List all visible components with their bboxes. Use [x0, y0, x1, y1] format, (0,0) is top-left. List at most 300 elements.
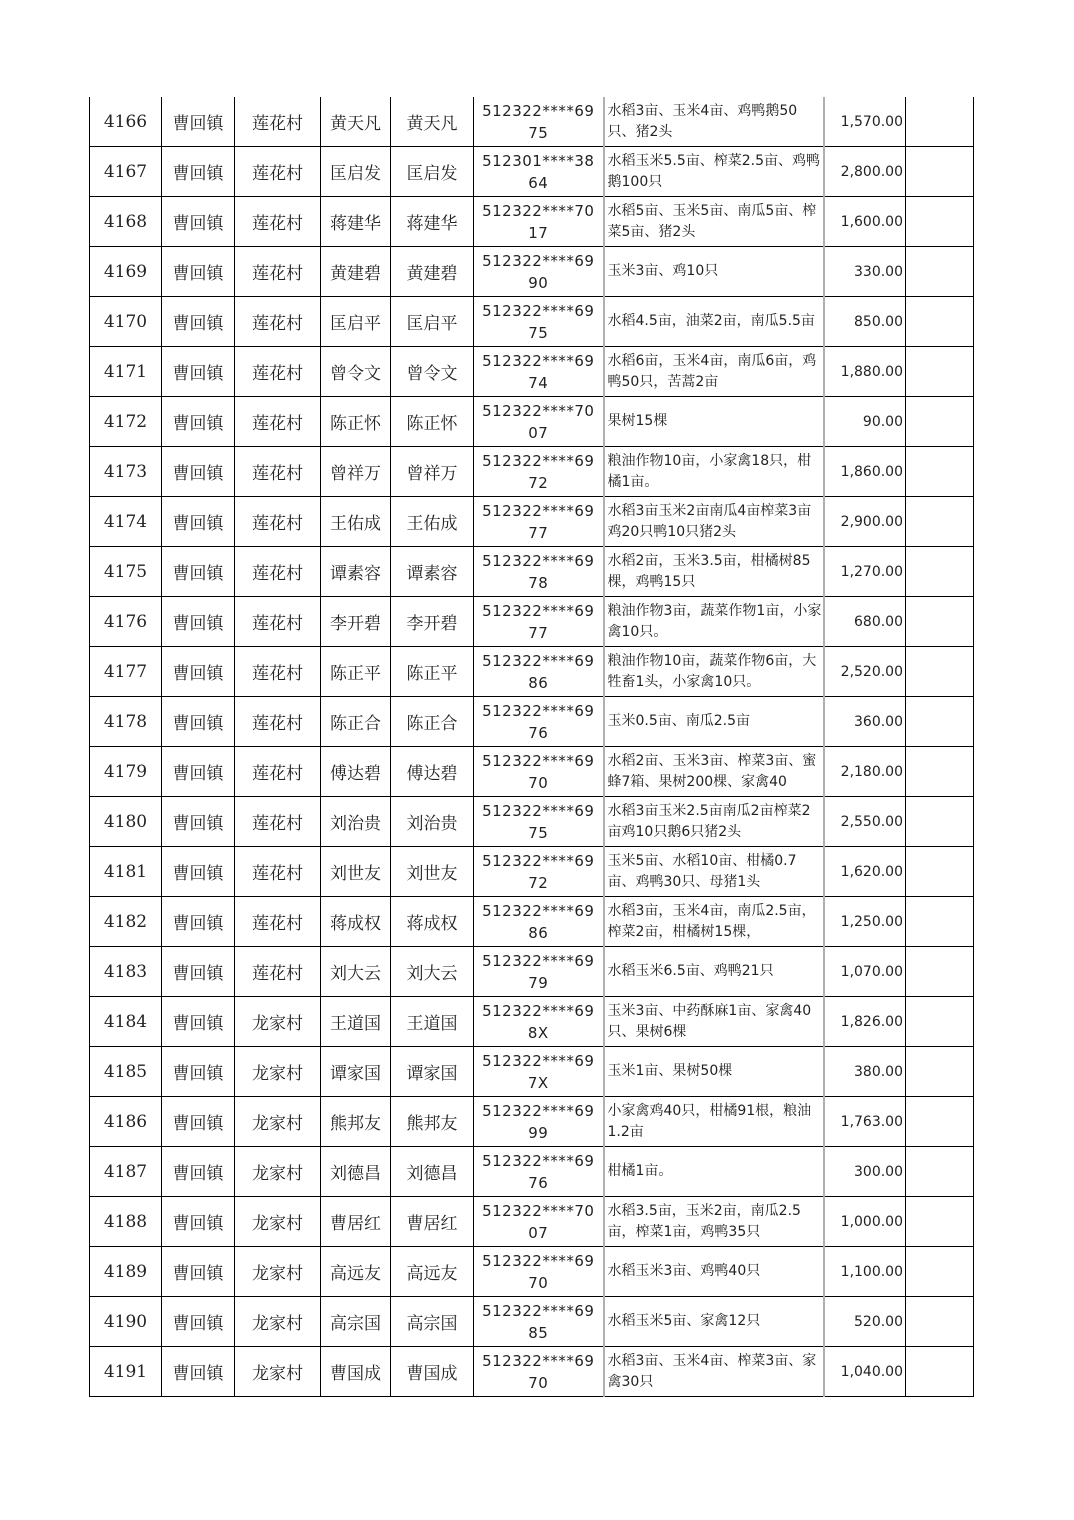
- id-number-cell: [474, 1247, 604, 1297]
- payee-cell: [391, 647, 474, 697]
- amount-cell: [824, 1347, 906, 1397]
- payee-cell-text: 陈正怀: [406, 414, 458, 434]
- row-number: [90, 1097, 162, 1147]
- crop-description-cell-text: 柑橘1亩。: [607, 1163, 673, 1179]
- village-cell-text: 莲花村: [252, 164, 303, 184]
- id-number-cell: [474, 897, 604, 947]
- village-cell: [235, 297, 321, 347]
- crop-description-cell-text: 水稻2亩，玉米3.5亩，柑橘树85棵，鸡鸭15只: [607, 552, 811, 590]
- town-cell-text: 曹回镇: [172, 364, 224, 384]
- note-cell: [906, 347, 974, 397]
- village-cell-text: 莲花村: [252, 264, 303, 284]
- payee-cell: [391, 1297, 474, 1347]
- town-cell-text: 曹回镇: [172, 314, 224, 334]
- payee-cell: [391, 1147, 474, 1197]
- town-cell: [162, 1297, 235, 1347]
- village-cell-text: 龙家村: [252, 1014, 303, 1034]
- crop-description-cell-text: 水稻玉米5亩、家禽12只: [607, 1313, 761, 1329]
- payee-cell-text: 曹居红: [406, 1214, 458, 1234]
- village-cell: [235, 997, 321, 1047]
- amount-cell-text: 330.00: [854, 263, 903, 280]
- name-cell-text: 高远友: [330, 1264, 381, 1284]
- name-cell-text: 匡启平: [330, 314, 381, 334]
- town-cell-text: 曹回镇: [172, 864, 224, 884]
- amount-cell-text: 1,880.00: [840, 363, 903, 380]
- crop-description-cell: [604, 797, 824, 847]
- note-cell: [906, 1297, 974, 1347]
- row-number-text: 4168: [103, 211, 148, 232]
- payee-cell-text: 刘大云: [406, 964, 458, 984]
- row-number: [90, 1247, 162, 1297]
- amount-cell: [824, 547, 906, 597]
- crop-description-cell: [604, 1197, 824, 1247]
- payee-cell-text: 匡启平: [406, 314, 458, 334]
- town-cell-text: 曹回镇: [172, 1364, 224, 1384]
- row-number: [90, 297, 162, 347]
- note-cell: [906, 197, 974, 247]
- row-number-text: 4183: [103, 961, 148, 982]
- payee-cell: [391, 247, 474, 297]
- id-number-cell-text: 512322****6986: [482, 651, 595, 692]
- crop-description-cell-text: 粮油作物10亩，蔬菜作物6亩，大牲畜1头，小家禽10只。: [607, 652, 817, 690]
- note-cell: [906, 497, 974, 547]
- table-row: [90, 1347, 974, 1397]
- town-cell: [162, 547, 235, 597]
- note-cell: [906, 97, 974, 147]
- payee-cell: [391, 897, 474, 947]
- town-cell-text: 曹回镇: [172, 614, 224, 634]
- payee-cell-text: 曾祥万: [406, 464, 458, 484]
- town-cell: [162, 147, 235, 197]
- id-number-cell-text: 512322****6974: [482, 351, 595, 392]
- crop-description-cell: [604, 497, 824, 547]
- payee-cell-text: 谭家国: [406, 1064, 458, 1084]
- amount-cell-text: 1,763.00: [840, 1113, 903, 1130]
- village-cell: [235, 647, 321, 697]
- village-cell: [235, 1197, 321, 1247]
- name-cell: [321, 1197, 391, 1247]
- id-number-cell: [474, 797, 604, 847]
- row-number-text: 4171: [103, 361, 148, 382]
- id-number-cell-text: 512322****7017: [482, 201, 595, 242]
- payee-cell-text: 匡启发: [406, 164, 458, 184]
- row-number-text: 4166: [103, 111, 148, 132]
- row-number: [90, 997, 162, 1047]
- row-number-text: 4184: [103, 1011, 148, 1032]
- payee-cell-text: 蒋成权: [406, 914, 458, 934]
- note-cell: [906, 397, 974, 447]
- town-cell: [162, 647, 235, 697]
- row-number: [90, 647, 162, 697]
- payee-cell: [391, 97, 474, 147]
- payee-cell: [391, 347, 474, 397]
- payee-cell: [391, 497, 474, 547]
- id-number-cell: [474, 497, 604, 547]
- id-number-cell: [474, 747, 604, 797]
- village-cell-text: 莲花村: [252, 214, 303, 234]
- table-row: [90, 1247, 974, 1297]
- table-row: [90, 1297, 974, 1347]
- id-number-cell-text: 512322****6970: [482, 751, 595, 792]
- payee-cell: [391, 1047, 474, 1097]
- village-cell-text: 龙家村: [252, 1064, 303, 1084]
- town-cell-text: 曹回镇: [172, 764, 224, 784]
- town-cell-text: 曹回镇: [172, 914, 224, 934]
- row-number: [90, 747, 162, 797]
- town-cell: [162, 297, 235, 347]
- village-cell: [235, 97, 321, 147]
- amount-cell: [824, 847, 906, 897]
- amount-cell-text: 1,620.00: [840, 863, 903, 880]
- id-number-cell-text: 512322****6979: [482, 951, 595, 992]
- crop-description-cell: [604, 897, 824, 947]
- amount-cell: [824, 947, 906, 997]
- village-cell: [235, 847, 321, 897]
- name-cell: [321, 1097, 391, 1147]
- row-number-text: 4169: [103, 261, 148, 282]
- note-cell: [906, 1247, 974, 1297]
- village-cell-text: 龙家村: [252, 1364, 303, 1384]
- village-cell: [235, 597, 321, 647]
- note-cell: [906, 1147, 974, 1197]
- crop-description-cell: [604, 547, 824, 597]
- payee-cell-text: 陈正平: [406, 664, 458, 684]
- row-number-text: 4170: [103, 311, 148, 332]
- id-number-cell: [474, 597, 604, 647]
- amount-cell: [824, 247, 906, 297]
- town-cell-text: 曹回镇: [172, 264, 224, 284]
- crop-description-cell-text: 水稻6亩，玉米4亩，南瓜6亩，鸡鸭50只，苦蒿2亩: [607, 352, 817, 390]
- amount-cell-text: 360.00: [854, 713, 903, 730]
- name-cell: [321, 1047, 391, 1097]
- amount-cell: [824, 1047, 906, 1097]
- payee-cell-text: 黄天凡: [406, 114, 458, 134]
- name-cell: [321, 1147, 391, 1197]
- name-cell: [321, 847, 391, 897]
- id-number-cell-text: 512322****6975: [482, 101, 595, 142]
- payee-cell: [391, 297, 474, 347]
- name-cell-text: 王佑成: [330, 514, 381, 534]
- id-number-cell-text: 512322****6977: [482, 601, 595, 642]
- village-cell-text: 莲花村: [252, 364, 303, 384]
- id-number-cell: [474, 847, 604, 897]
- row-number: [90, 1197, 162, 1247]
- town-cell-text: 曹回镇: [172, 1314, 224, 1334]
- crop-description-cell-text: 水稻3.5亩，玉米2亩，南瓜2.5亩，榨菜1亩，鸡鸭35只: [607, 1202, 801, 1240]
- row-number-text: 4180: [103, 811, 148, 832]
- name-cell-text: 傅达碧: [330, 764, 381, 784]
- name-cell-text: 刘德昌: [330, 1164, 381, 1184]
- note-cell: [906, 897, 974, 947]
- row-number-text: 4188: [103, 1211, 148, 1232]
- crop-description-cell-text: 玉米3亩、中药酥麻1亩、家禽40只、果树6棵: [607, 1002, 812, 1040]
- village-cell-text: 莲花村: [252, 714, 303, 734]
- name-cell: [321, 747, 391, 797]
- row-number-text: 4185: [103, 1061, 148, 1082]
- row-number-text: 4179: [103, 761, 148, 782]
- town-cell-text: 曹回镇: [172, 464, 224, 484]
- id-number-cell: [474, 97, 604, 147]
- id-number-cell-text: 512322****7007: [482, 1201, 595, 1242]
- payee-cell-text: 刘世友: [406, 864, 458, 884]
- town-cell-text: 曹回镇: [172, 564, 224, 584]
- id-number-cell-text: 512322****6976: [482, 1151, 595, 1192]
- row-number: [90, 1297, 162, 1347]
- town-cell-text: 曹回镇: [172, 964, 224, 984]
- id-number-cell: [474, 697, 604, 747]
- payee-cell-text: 王道国: [406, 1014, 458, 1034]
- id-number-cell: [474, 1197, 604, 1247]
- payee-cell: [391, 1197, 474, 1247]
- crop-description-cell-text: 水稻玉米5.5亩、榨菜2.5亩、鸡鸭鹅100只: [607, 152, 821, 190]
- village-cell-text: 莲花村: [252, 664, 303, 684]
- village-cell: [235, 1147, 321, 1197]
- name-cell-text: 李开碧: [330, 614, 381, 634]
- crop-description-cell: [604, 1297, 824, 1347]
- amount-cell: [824, 1197, 906, 1247]
- amount-cell-text: 1,250.00: [840, 913, 903, 930]
- village-cell: [235, 197, 321, 247]
- id-number-cell-text: 512322****6986: [482, 901, 595, 942]
- crop-description-cell: [604, 147, 824, 197]
- village-cell: [235, 147, 321, 197]
- row-number-text: 4191: [103, 1361, 148, 1382]
- village-cell-text: 莲花村: [252, 964, 303, 984]
- name-cell: [321, 497, 391, 547]
- table-row: [90, 847, 974, 897]
- amount-cell-text: 520.00: [854, 1313, 903, 1330]
- amount-cell-text: 2,180.00: [840, 763, 903, 780]
- name-cell: [321, 97, 391, 147]
- amount-cell-text: 1,600.00: [840, 213, 903, 230]
- town-cell: [162, 197, 235, 247]
- crop-description-cell-text: 水稻4.5亩，油菜2亩，南瓜5.5亩: [607, 313, 815, 329]
- town-cell-text: 曹回镇: [172, 714, 224, 734]
- village-cell-text: 莲花村: [252, 464, 303, 484]
- village-cell: [235, 1247, 321, 1297]
- amount-cell: [824, 297, 906, 347]
- village-cell: [235, 947, 321, 997]
- name-cell-text: 熊邦友: [330, 1114, 381, 1134]
- id-number-cell: [474, 1147, 604, 1197]
- row-number: [90, 1047, 162, 1097]
- amount-cell: [824, 647, 906, 697]
- amount-cell-text: 2,550.00: [840, 813, 903, 830]
- amount-cell-text: 850.00: [854, 313, 903, 330]
- amount-cell: [824, 147, 906, 197]
- amount-cell-text: 2,900.00: [840, 513, 903, 530]
- amount-cell: [824, 1247, 906, 1297]
- note-cell: [906, 547, 974, 597]
- amount-cell-text: 680.00: [854, 613, 903, 630]
- crop-description-cell-text: 水稻3亩玉米2亩南瓜4亩榨菜3亩鸡20只鸭10只猪2头: [607, 502, 812, 540]
- id-number-cell: [474, 297, 604, 347]
- payee-cell-text: 高宗国: [406, 1314, 458, 1334]
- table-row: [90, 697, 974, 747]
- id-number-cell: [474, 997, 604, 1047]
- name-cell-text: 谭家国: [330, 1064, 381, 1084]
- town-cell-text: 曹回镇: [172, 1014, 224, 1034]
- table-row: [90, 1047, 974, 1097]
- name-cell: [321, 897, 391, 947]
- crop-description-cell-text: 玉米0.5亩、南瓜2.5亩: [607, 713, 751, 729]
- amount-cell: [824, 1097, 906, 1147]
- table-row: [90, 647, 974, 697]
- amount-cell-text: 1,570.00: [840, 113, 903, 130]
- amount-cell-text: 1,000.00: [840, 1213, 903, 1230]
- row-number-text: 4189: [103, 1261, 148, 1282]
- crop-description-cell: [604, 997, 824, 1047]
- name-cell-text: 黄天凡: [330, 114, 381, 134]
- crop-description-cell-text: 水稻3亩、玉米4亩、鸡鸭鹅50只、猪2头: [607, 102, 798, 140]
- town-cell-text: 曹回镇: [172, 1114, 224, 1134]
- payee-cell-text: 曹国成: [406, 1364, 458, 1384]
- id-number-cell: [474, 447, 604, 497]
- village-cell-text: 莲花村: [252, 614, 303, 634]
- id-number-cell: [474, 1297, 604, 1347]
- crop-description-cell: [604, 597, 824, 647]
- amount-cell: [824, 997, 906, 1047]
- village-cell-text: 龙家村: [252, 1214, 303, 1234]
- note-cell: [906, 1347, 974, 1397]
- note-cell: [906, 647, 974, 697]
- village-cell-text: 莲花村: [252, 564, 303, 584]
- amount-cell-text: 1,826.00: [840, 1013, 903, 1030]
- town-cell-text: 曹回镇: [172, 214, 224, 234]
- note-cell: [906, 697, 974, 747]
- row-number: [90, 897, 162, 947]
- table-body: [90, 97, 974, 1397]
- note-cell: [906, 1197, 974, 1247]
- amount-cell-text: 1,070.00: [840, 963, 903, 980]
- village-cell: [235, 1097, 321, 1147]
- note-cell: [906, 747, 974, 797]
- town-cell-text: 曹回镇: [172, 814, 224, 834]
- table-row: [90, 447, 974, 497]
- crop-description-cell-text: 水稻2亩、玉米3亩、榨菜3亩、蜜蜂7箱、果树200棵、家禽40: [607, 752, 817, 790]
- crop-description-cell: [604, 447, 824, 497]
- table-row: [90, 247, 974, 297]
- amount-cell-text: 300.00: [854, 1163, 903, 1180]
- village-cell-text: 莲花村: [252, 414, 303, 434]
- name-cell-text: 陈正平: [330, 664, 381, 684]
- row-number-text: 4172: [103, 411, 148, 432]
- id-number-cell: [474, 1047, 604, 1097]
- amount-cell: [824, 597, 906, 647]
- payee-cell-text: 蒋建华: [406, 214, 458, 234]
- name-cell-text: 蒋建华: [330, 214, 381, 234]
- village-cell-text: 龙家村: [252, 1264, 303, 1284]
- table-row: [90, 1197, 974, 1247]
- row-number-text: 4181: [103, 861, 148, 882]
- name-cell: [321, 947, 391, 997]
- crop-description-cell-text: 水稻3亩、玉米4亩、榨菜3亩、家禽30只: [607, 1352, 817, 1390]
- id-number-cell-text: 512322****6975: [482, 301, 595, 342]
- row-number: [90, 1347, 162, 1397]
- village-cell-text: 莲花村: [252, 114, 303, 134]
- name-cell: [321, 997, 391, 1047]
- village-cell: [235, 797, 321, 847]
- name-cell-text: 曾令文: [330, 364, 381, 384]
- amount-cell: [824, 447, 906, 497]
- village-cell: [235, 447, 321, 497]
- crop-description-cell: [604, 347, 824, 397]
- village-cell-text: 龙家村: [252, 1164, 303, 1184]
- table-row: [90, 497, 974, 547]
- village-cell-text: 莲花村: [252, 814, 303, 834]
- row-number-text: 4176: [103, 611, 148, 632]
- village-cell-text: 莲花村: [252, 864, 303, 884]
- table-row: [90, 297, 974, 347]
- name-cell: [321, 1247, 391, 1297]
- note-cell: [906, 1047, 974, 1097]
- row-number: [90, 147, 162, 197]
- row-number-text: 4186: [103, 1111, 148, 1132]
- amount-cell: [824, 397, 906, 447]
- row-number-text: 4175: [103, 561, 148, 582]
- row-number: [90, 597, 162, 647]
- crop-description-cell: [604, 97, 824, 147]
- town-cell: [162, 97, 235, 147]
- crop-description-cell-text: 粮油作物3亩，蔬菜作物1亩，小家禽10只。: [607, 602, 822, 640]
- village-cell-text: 莲花村: [252, 764, 303, 784]
- village-cell: [235, 1297, 321, 1347]
- payee-cell: [391, 447, 474, 497]
- town-cell: [162, 447, 235, 497]
- id-number-cell: [474, 397, 604, 447]
- name-cell-text: 匡启发: [330, 164, 381, 184]
- payee-cell-text: 熊邦友: [406, 1114, 458, 1134]
- village-cell-text: 莲花村: [252, 514, 303, 534]
- crop-description-cell: [604, 297, 824, 347]
- amount-cell-text: 1,100.00: [840, 1263, 903, 1280]
- name-cell: [321, 247, 391, 297]
- row-number-text: 4187: [103, 1161, 148, 1182]
- amount-cell-text: 1,270.00: [840, 563, 903, 580]
- amount-cell: [824, 797, 906, 847]
- payee-cell: [391, 1097, 474, 1147]
- payee-cell: [391, 597, 474, 647]
- crop-description-cell-text: 水稻玉米6.5亩、鸡鸭21只: [607, 963, 774, 979]
- note-cell: [906, 1097, 974, 1147]
- crop-description-cell: [604, 1097, 824, 1147]
- payee-cell: [391, 1247, 474, 1297]
- crop-description-cell: [604, 947, 824, 997]
- crop-description-cell: [604, 1247, 824, 1297]
- village-cell: [235, 1347, 321, 1397]
- village-cell: [235, 347, 321, 397]
- id-number-cell-text: 512322****6977: [482, 501, 595, 542]
- name-cell: [321, 1347, 391, 1397]
- crop-description-cell-text: 粮油作物10亩，小家禽18只，柑橘1亩。: [607, 452, 812, 490]
- row-number: [90, 397, 162, 447]
- subsidy-table-container: [89, 97, 973, 1397]
- id-number-cell-text: 512322****6970: [482, 1251, 595, 1292]
- name-cell-text: 刘治贵: [330, 814, 381, 834]
- payee-cell-text: 刘治贵: [406, 814, 458, 834]
- note-cell: [906, 247, 974, 297]
- row-number: [90, 247, 162, 297]
- name-cell: [321, 197, 391, 247]
- note-cell: [906, 847, 974, 897]
- town-cell-text: 曹回镇: [172, 1214, 224, 1234]
- crop-description-cell: [604, 397, 824, 447]
- amount-cell: [824, 497, 906, 547]
- note-cell: [906, 997, 974, 1047]
- name-cell: [321, 647, 391, 697]
- id-number-cell: [474, 1097, 604, 1147]
- crop-description-cell-text: 水稻3亩，玉米4亩，南瓜2.5亩，榨菜2亩，柑橘树15棵，: [607, 902, 816, 940]
